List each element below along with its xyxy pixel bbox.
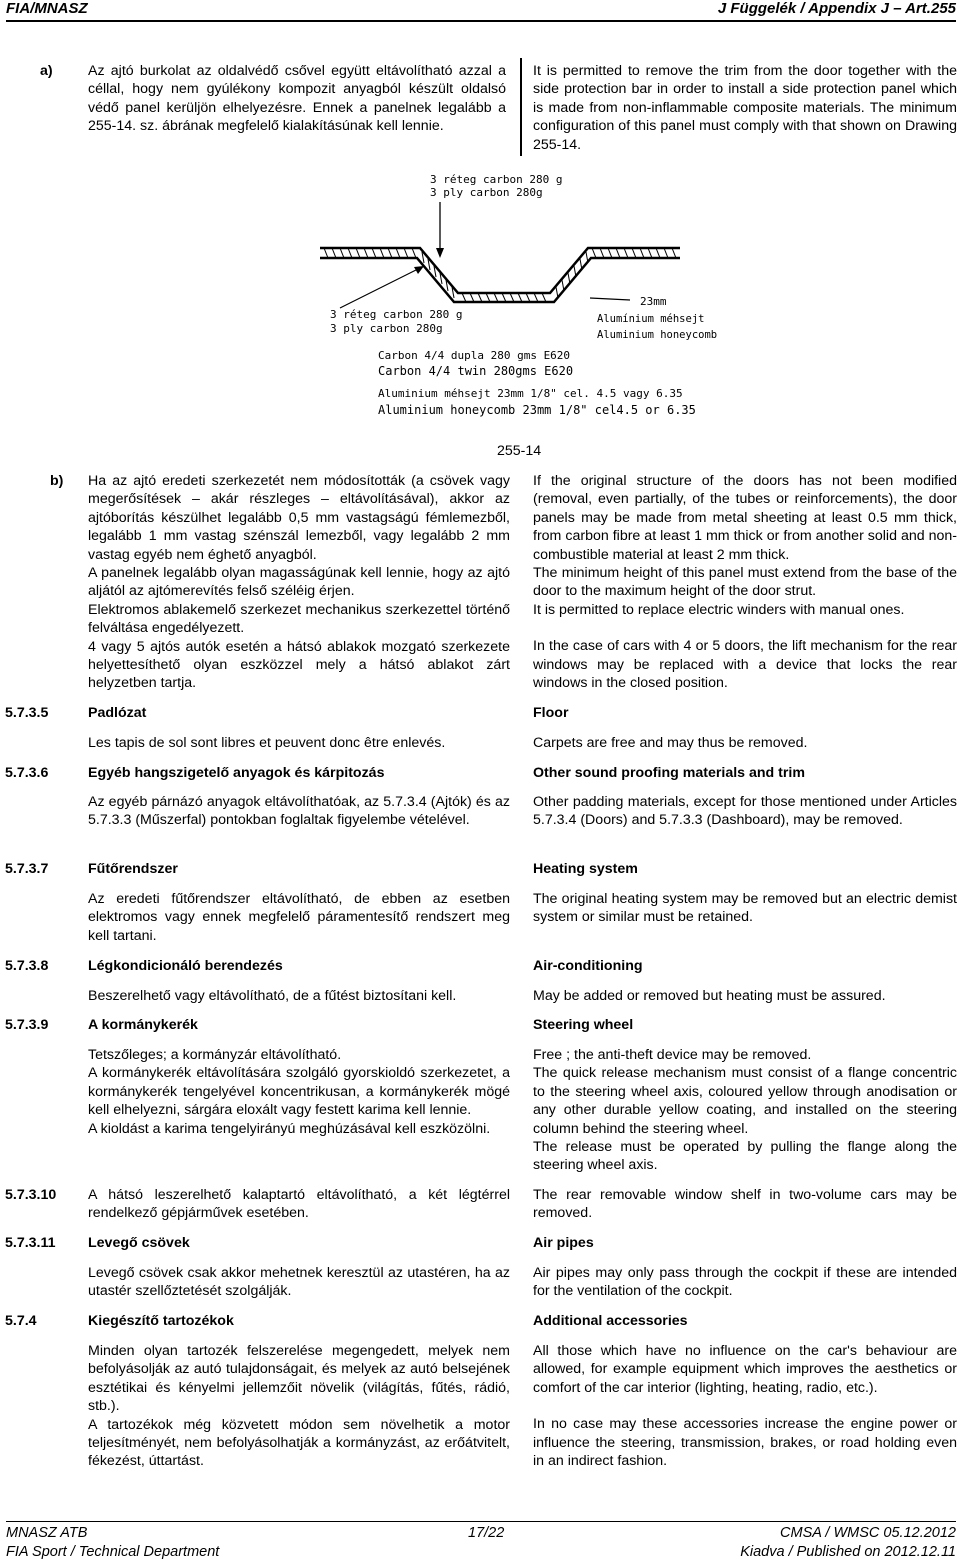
item-a-label: a)	[40, 63, 53, 79]
section-body-hu: A hátsó leszerelhető kalaptartó eltávolítható, a két légtérrel rendelkező gépjárművek esetében.	[88, 1187, 510, 1222]
section-body-en	[533, 1046, 957, 1175]
drawing-alu-en: Aluminium honeycomb 23mm 1/8" cel4.5 or 6.35	[378, 403, 696, 417]
item-a-hu: Az ajtó burkolat az oldalvédő csővel együtt eltávolítható azzal a céllal, hogy nem gyúlékony kompozit anyagból készült oldalsó védő panel kerüljön elhelyezésre. Ennek a panelnek legalább a 255-14. sz. ábrának megfelelő kialakításúnak kell lennie.	[88, 63, 506, 135]
panel-outer-skin	[320, 248, 680, 293]
section-body-en: The original heating system may be removed but an electric demist system or similar must be retained.	[533, 891, 957, 926]
section-body-hu: Les tapis de sol sont libres et peuvent donc être enlevés.	[88, 735, 446, 751]
steering-hu-p3: A kioldást a karima tengelyirányú meghúzásával kell eszközölni.	[88, 1120, 491, 1137]
section-number: 5.7.4	[5, 1313, 37, 1329]
section-body-en: Carpets are free and may thus be removed.	[533, 735, 808, 751]
page-header	[6, 0, 956, 22]
accessories-hu-p1: Minden olyan tartozék felszerelése megengedett, melyek nem befolyásolják az autó tulajdonságait, és melyek az autó belsejének esztétikai és kényelmi jellemzőit növelik (világítás, fűtés, rádió, stb.).	[88, 1343, 510, 1415]
item-b-en-p4: In the case of cars with 4 or 5 doors, the lift mechanism for the rear windows may be replaced with a device that locks the rear windows in the closed position.	[533, 638, 957, 692]
arrow-head-top	[436, 248, 444, 258]
item-b-label: b)	[50, 473, 64, 489]
section-title-en: Air-conditioning	[533, 958, 643, 974]
section-body-en: May be added or removed but heating must be assured.	[533, 988, 886, 1004]
section-body-en: The rear removable window shelf in two-volume cars may be removed.	[533, 1187, 957, 1222]
section-title-en: Steering wheel	[533, 1017, 634, 1033]
section-body-hu	[88, 1046, 510, 1138]
header-left: FIA/MNASZ	[6, 0, 88, 17]
page-footer	[6, 1521, 956, 1560]
section-number: 5.7.3.7	[5, 861, 49, 877]
item-b-hu-p3: Elektromos ablakemelő szerkezet mechanikus szerkezettel történő felváltása engedélyezett.	[88, 601, 510, 637]
item-b-en-p3: It is permitted to replace electric winders with manual ones.	[533, 601, 905, 618]
section-title-hu: Levegő csövek	[88, 1235, 190, 1251]
accessories-en-p2: In no case may these accessories increase the engine power or influence the steering, transmission, brakes, or road holding even in an indirect fashion.	[533, 1416, 957, 1470]
drawing-255-14	[300, 168, 720, 426]
section-body-hu: Levegő csövek csak akkor mehetnek keresztül az utastéren, ha az utastér szellőztetését szolgálják.	[88, 1265, 510, 1300]
arrow-line-bottom-left	[340, 268, 420, 308]
footer-right-2: Kiadva / Published on 2012.12.11	[740, 1544, 956, 1560]
section-number: 5.7.3.8	[5, 958, 49, 974]
footer-right-1: CMSA / WMSC 05.12.2012	[780, 1525, 956, 1541]
drawing-bottom-label-en: 3 ply carbon 280g	[330, 322, 443, 335]
section-title-en: Other sound proofing materials and trim	[533, 765, 805, 781]
drawing-alu-hu: Aluminium méhsejt 23mm 1/8" cel. 4.5 vagy 6.35	[378, 387, 683, 400]
section-title-en: Additional accessories	[533, 1313, 688, 1329]
item-b-en-p2: The minimum height of this panel must extend from the base of the door to the maximum height of the door strut.	[533, 565, 957, 600]
section-body-hu: Beszerelhető vagy eltávolítható, de a fűtést biztosítani kell.	[88, 988, 457, 1004]
accessories-en-p1: All those which have no influence on the car's behaviour are allowed, for example equipment which improves the aesthetics or comfort of the car interior (lighting, heating, radio, etc.).	[533, 1343, 957, 1396]
steering-en-p2: The quick release mechanism must consist of a flange concentric to the steering wheel axis, coloured yellow through anodisation or any other durable yellow coating, and installed on the steering column behind the steering wheel.	[533, 1065, 957, 1137]
footer-page-number: 17/22	[468, 1525, 505, 1541]
section-number: 5.7.3.9	[5, 1017, 49, 1033]
section-title-en: Air pipes	[533, 1235, 594, 1251]
section-title-hu: Egyéb hangszigetelő anyagok és kárpitozás	[88, 765, 385, 781]
steering-hu-p1: Tetszőleges; a kormányzár eltávolítható.	[88, 1047, 342, 1063]
section-title-en: Floor	[533, 705, 569, 721]
section-title-hu: Fűtőrendszer	[88, 861, 178, 877]
item-b-hu-p2: A panelnek legalább olyan magasságúnak kell lennie, hogy az ajtó aljától az ajtómerevítés felső széléig érjen.	[88, 565, 510, 600]
section-title-hu: Kiegészítő tartozékok	[88, 1313, 234, 1329]
drawing-carbon-en: Carbon 4/4 twin 280gms E620	[378, 364, 574, 378]
steering-hu-p2: A kormánykerék eltávolítására szolgáló gyorskioldó szerkezetet, a kormánykerék tengelyével koncentrikusan, a kormánykerék mögé kell elhelyezni, sárgára eloxált vagy festett karima kell lennie.	[88, 1065, 510, 1119]
item-b-hu-p1: Ha az ajtó eredeti szerkezetét nem módosították (a csövek vagy megerősítések – akár részleges – eltávolításával), akkor az ajtóborítás készülhet legalább 0,5 mm vastagságú fémlemezből, legalább 1 mm vastag szénszál lemezből, vagy legalább 2 mm vastag egyéb nem éghető anyagból.	[88, 473, 510, 563]
item-b-hu-p4: 4 vagy 5 ajtós autók esetén a hátsó ablakok mozgató szerkezete helyettesíthető olyan eszközzel mely a hátsó ablakot zárt helyzetben tartja.	[88, 638, 510, 692]
drawing-honeycomb-en: Aluminium honeycomb	[597, 329, 718, 341]
section-body-hu	[88, 1342, 510, 1471]
column-divider	[520, 58, 522, 156]
section-title-hu: A kormánykerék	[88, 1017, 198, 1033]
drawing-top-label-hu: 3 réteg carbon 280 g	[430, 173, 563, 186]
item-b-hu	[88, 472, 510, 693]
drawing-thickness: 23mm	[640, 295, 667, 308]
drawing-carbon-hu: Carbon 4/4 dupla 280 gms E620	[378, 349, 571, 362]
drawing-top-label-en: 3 ply carbon 280g	[430, 186, 543, 199]
drawing-bottom-label-hu: 3 réteg carbon 280 g	[330, 308, 463, 321]
section-body-en: Other padding materials, except for those mentioned under Articles 5.7.3.4 (Doors) and 5.7.3.3 (Dashboard), may be removed.	[533, 794, 957, 829]
footer-left-2: FIA Sport / Technical Department	[6, 1544, 220, 1560]
section-number: 5.7.3.11	[5, 1235, 56, 1251]
section-title-en: Heating system	[533, 861, 638, 877]
section-body-en: Air pipes may only pass through the cockpit if these are intended for the ventilation of the cockpit.	[533, 1265, 957, 1300]
steering-en-p3: The release must be operated by pulling the flange along the steering wheel axis.	[533, 1139, 957, 1174]
item-b-en	[533, 472, 957, 692]
section-number: 5.7.3.6	[5, 765, 49, 781]
item-a-en: It is permitted to remove the trim from the door together with the side protection bar in order to install a side protection panel which is made from non-inflammable composite materials. The minimum configuration of this panel must comply with that shown on Drawing 255-14.	[533, 63, 957, 153]
drawing-honeycomb-hu: Alumínium méhsejt	[597, 313, 705, 325]
drawing-caption: 255-14	[497, 443, 542, 459]
section-body-hu: Az eredeti fűtőrendszer eltávolítható, de ebben az esetben elektromos vagy ennek megfelelő páramentesítő rendszert meg kell tartani.	[88, 891, 510, 944]
section-title-hu: Padlózat	[88, 705, 147, 721]
footer-left-1: MNASZ ATB	[6, 1525, 88, 1541]
arrow-line-right	[590, 298, 630, 300]
steering-en-p1: Free ; the anti-theft device may be removed.	[533, 1047, 812, 1063]
header-right: J Függelék / Appendix J – Art.255	[717, 0, 956, 17]
item-b-en-p1: If the original structure of the doors has not been modified (removal, even partially, of the tubes or reinforcements), the door panels may be made from metal sheeting at least 0.5 mm thick, from carbon fibre at least 1 mm thick or from another solid and non-combustible material at least 2 mm thick.	[533, 473, 957, 563]
section-number: 5.7.3.5	[5, 705, 49, 721]
section-body-en	[533, 1342, 957, 1470]
section-title-hu: Légkondicionáló berendezés	[88, 958, 283, 974]
section-number: 5.7.3.10	[5, 1187, 57, 1203]
accessories-hu-p2: A tartozékok még közvetett módon sem növelhetik a motor teljesítményét, nem befolyásolhatják a kormányzást, az erőátvitelt, fékezést, úttartást.	[88, 1416, 510, 1470]
panel-inner-skin	[320, 258, 680, 302]
section-body-hu: Az egyéb párnázó anyagok eltávolíthatóak, az 5.7.3.4 (Ajtók) és az 5.7.3.3 (Műszerfal) pontokban foglaltak figyelembe vételével.	[88, 794, 510, 829]
